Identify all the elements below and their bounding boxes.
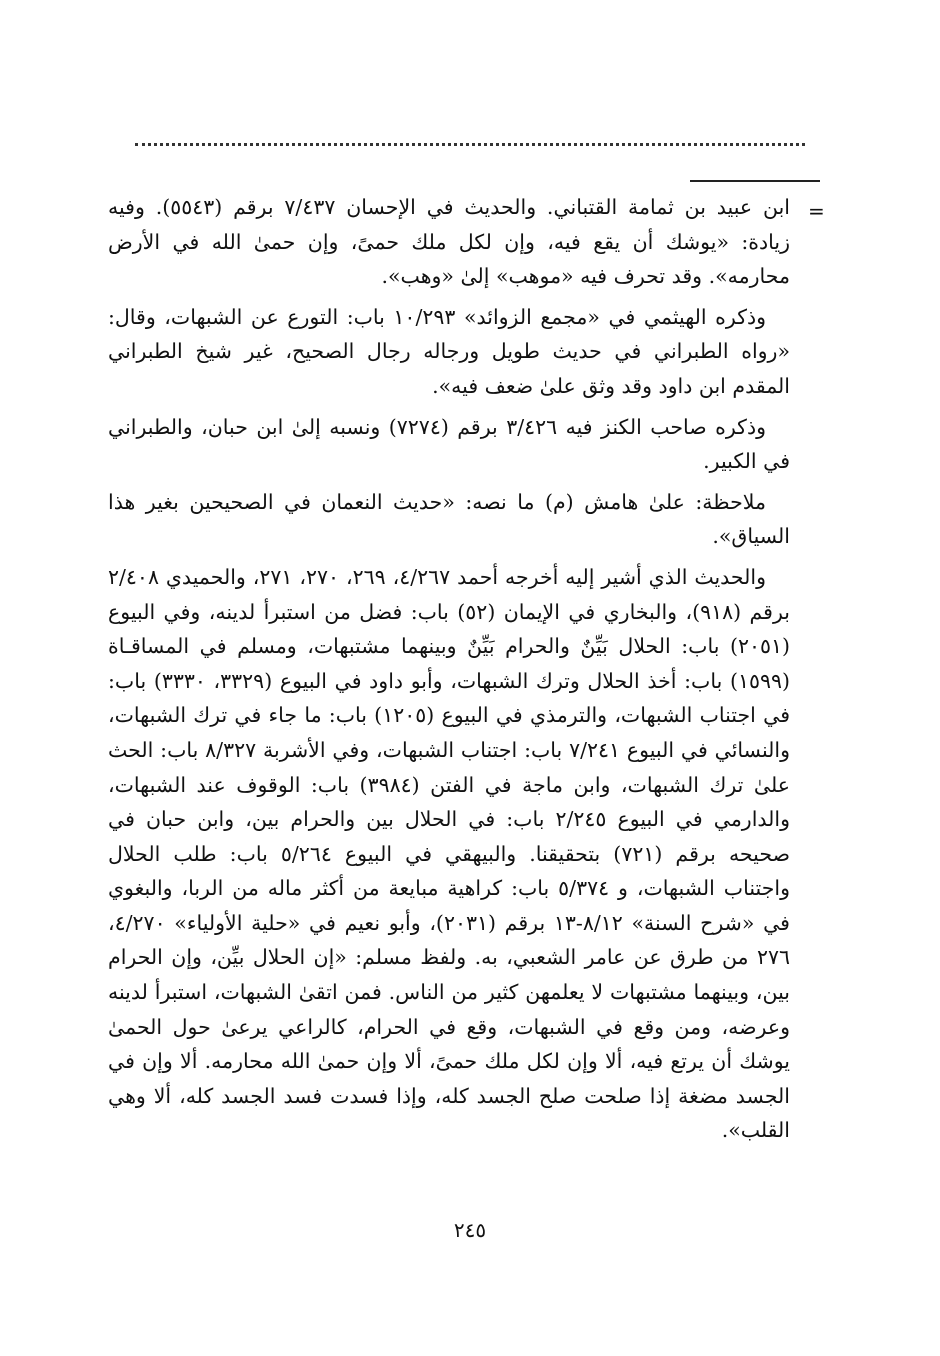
footnote-paragraph-4: ملاحظة: علىٰ هامش (م) ما نصه: «حديث النعمان في الصحيحين بغير هذا السياق». [108, 489, 790, 549]
footnote-body [108, 190, 790, 1154]
continuation-mark: = [808, 199, 825, 223]
footnote-paragraph-1: ابن عبيد بن ثمامة القتباني. والحديث في الإحسان ٧/٤٣٧ برقم (٥٥٤٣). وفيه زيادة: «يوشك أن يقع فيه، وإن لكل ملك حمىً، وإن حمىٰ الله في الأرض محارمه». وقد تحرف فيه «موهب» إلىٰ «وهب». [108, 195, 790, 289]
footnote-paragraph-2: وذكره الهيثمي في «مجمع الزوائد» ١٠/٢٩٣ باب: التورع عن الشبهات، وقال: «رواه الطبراني في حديث طويل ورجاله رجال الصحيح، غير شيخ الطبراني المقدم ابن داود وقد وثق علىٰ ضعف فيه». [108, 304, 790, 398]
dotted-separator [135, 143, 805, 146]
footnote-paragraph-3: وذكره صاحب الكنز فيه ٣/٤٢٦ برقم (٧٢٧٤) ونسبه إلىٰ ابن حبان، والطبراني في الكبير. [108, 414, 790, 474]
page-number: ٢٤٥ [453, 1218, 487, 1242]
footnote-paragraph-5: والحديث الذي أشير إليه أخرجه أحمد ٤/٢٦٧، ٢٦٩، ٢٧٠، ٢٧١، والحميدي ٢/٤٠٨ برقم (٩١٨)، والبخاري في الإيمان (٥٢) باب: فضل من استبرأ لدينه، وفي البيوع (٢٠٥١) باب: الحلال بَيِّنٌ والحرام بَيِّنٌ وبينهما مشتبهات، ومسلم في المساقـاة (١٥٩٩) باب: أخذ الحلال وترك الشبهات، وأبو داود في البيوع (٣٣٢٩، ٣٣٣٠) باب: في اجتناب الشبهات، والترمذي في البيوع (١٢٠٥) باب: ما جاء في ترك الشبهات، والنسائي في البيوع ٧/٢٤١ باب: اجتناب الشبهات، وفي الأشربة ٨/٣٢٧ باب: الحث علىٰ ترك الشبهات، وابن ماجة في الفتن (٣٩٨٤) باب: الوقوف عند الشبهات، والدارمي في البيوع ٢/٢٤٥ باب: في الحلال بين والحرام بين، وابن حبان في صحيحه برقم (٧٢١) بتحقيقنا. والبيهقي في البيوع ٥/٢٦٤ باب: طلب الحلال واجتناب الشبهات، و ٥/٣٧٤ باب: كراهية مبايعة من أكثر ماله من الربا، والبغوي في «شرح السنة» ٨/١٢-١٣ برقم (٢٠٣١)، وأبو نعيم في «حلية الأولياء» ٤/٢٧٠، ٢٧٦ من طرق عن عامر الشعبي، به. ولفظ مسلم: «إن الحلال بيِّن، وإن الحرام بين، وبينهما مشتبهات لا يعلمهن كثير من الناس. فمن اتقىٰ الشبهات، استبرأ لدينه وعرضه، ومن وقع في الشبهات، وقع في الحرام، كالراعي يرعىٰ حول الحمىٰ يوشك أن يرتع فيه، ألا وإن لكل ملك حمىً، ألا وإن حمىٰ الله محارمه. ألا وإن في الجسد مضغة إذا صلحت صلح الجسد كله، وإذا فسدت فسد الجسد كله، ألا وهي القلب». [108, 564, 790, 1143]
footnote-rule [690, 180, 820, 182]
